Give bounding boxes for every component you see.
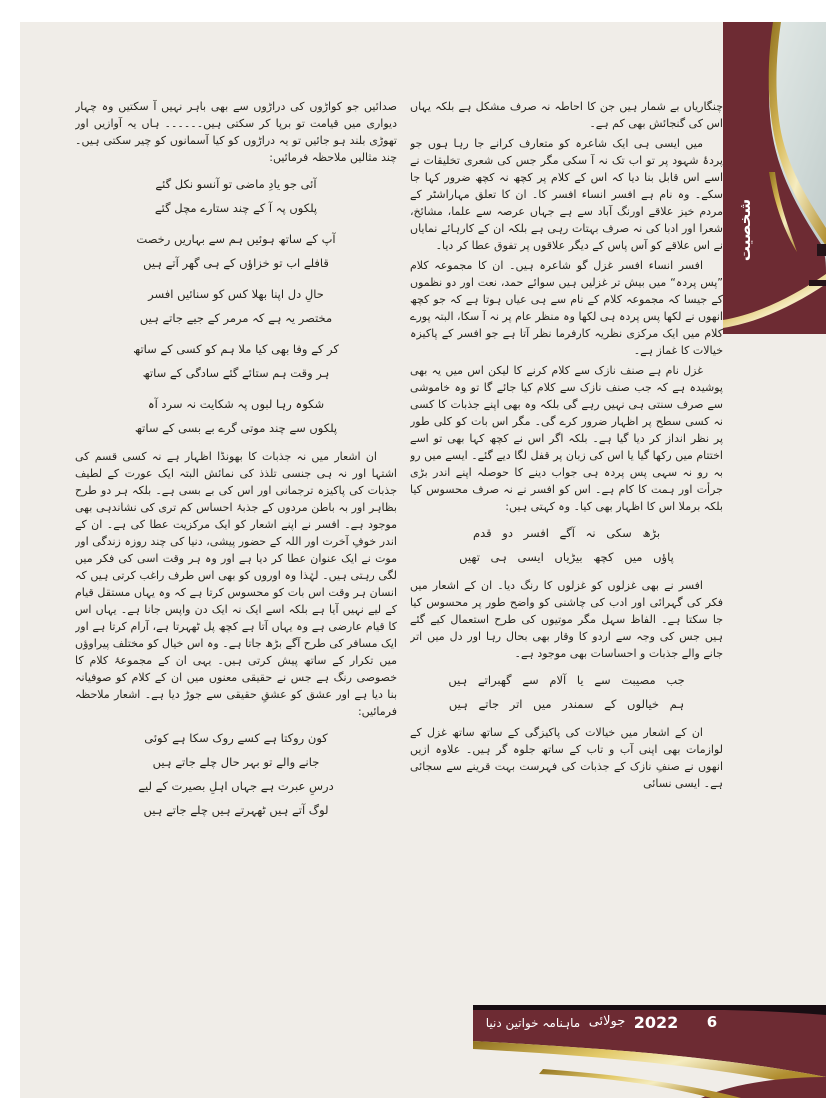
banner-dark-strip-2 xyxy=(809,280,826,286)
verse-line: جانے والے تو بہر حال چلے جاتے ہیں xyxy=(152,755,320,769)
verse-line: پلکوں سے چند موتی گرے بے بسی کے ساتھ xyxy=(134,421,338,435)
verse-line: حالِ دل اپنا بھلا کس کو سنائیں افسر xyxy=(148,287,324,301)
verse-line: درسِ عبرت ہے جہاں اہلِ بصیرت کے لیے xyxy=(138,779,334,793)
verse-block xyxy=(410,521,723,569)
article-paragraph: صدائیں جو کواڑوں کی دراڑوں سے بھی باہر نہیں آ سکتیں وہ چہار دیواری میں قیامت تو برپا کر سکتی ہیں۔۔۔۔۔۔ ہاں یہ آوازیں اور تھوڑی بلند ہو جائیں تو یہ دراڑوں کو کیا آسمانوں کو چیر سکتی ہیں۔ چند مثالیں ملاحظہ فرمائیں: xyxy=(75,100,397,164)
verse-block xyxy=(410,668,723,716)
section-banner-graphic xyxy=(723,22,826,334)
verse-line: پاؤں میں کچھ بیڑیاں ایسی ہی تھیں xyxy=(459,550,674,564)
verse-line: آپ کے ساتھ ہوئیں ہم سے بہاریں رخصت xyxy=(136,232,336,246)
article-paragraph: افسر انساء افسر غزل گو شاعرہ ہیں۔ ان کا مجموعہ کلام ”پس پردہ“ میں بیش تر غزلیں ہیں سوائے حمد، نعت اور دو نظموں کے جیسا کہ مجموعہ کلام کے نام سے ہی عیاں ہوتا ہے کہ جو کچھ انھوں نے لکھا پس پردہ ہی لکھا وہ منظر عام پر نہ آ سکا، البتہ پورے کلام میں ایک مرکزی نظریہ کارفرما نظر آتا ہے جو افسر کے پاکیزہ خیالات کا غماز ہے۔ xyxy=(410,259,723,357)
verse-line: لوگ آتے ہیں ٹھہرتے ہیں چلے جاتے ہیں xyxy=(143,803,329,817)
footer-magazine-name: ماہنامہ خواتین دنیا xyxy=(485,1016,581,1030)
verse-line: آئی جو یادِ ماضی تو آنسو نکل گئے xyxy=(155,177,317,191)
article-paragraph: میں ایسی ہی ایک شاعرہ کو متعارف کرانے جا رہا ہوں جو پردۂ شہود پر تو اب تک نہ آ سکی مگر جس کی شعری تخلیقات نے اسے اس قابل بنا دیا کہ اس کے کلام پر کچھ نہ کچھ ضرور کہا جا سکے۔ وہ نام ہے افسر انساء افسر کا۔ ان کا تعلق مہاراشٹر کے مردم خیز علاقے اورنگ آباد سے ہے جہاں عرصہ سے علما، مشائخ، شعرا اور ادبا کی نہ صرف بہتات رہی ہے بلکہ ان کے کارہائے نمایاں نے اس علاقے کو آس پاس کے دیگر علاقوں پر تفوق عطا کر دیا۔ xyxy=(410,137,723,252)
footer-bar xyxy=(473,1005,826,1098)
footer-page-number: 6 xyxy=(706,1013,718,1031)
banner-dark-strip-1 xyxy=(817,244,826,256)
section-banner-label: شخصیت xyxy=(736,198,754,262)
verse-line: ہم خیالوں کے سمندر میں اتر جاتے ہیں xyxy=(448,697,685,711)
verse-line: پلکوں پہ آ کے چند ستارے مچل گئے xyxy=(154,201,318,215)
verse-line: کون روکتا ہے کسے روک سکا ہے کوئی xyxy=(144,731,328,745)
article-paragraph: چنگاریاں بے شمار ہیں جن کا احاطہ نہ صرف مشکل ہے بلکہ یہاں اس کی گنجائش بھی کم ہے۔ xyxy=(410,100,723,130)
article-column-right xyxy=(410,98,723,1010)
article-paragraph: ان کے اشعار میں خیالات کی پاکیزگی کے ساتھ ساتھ غزل کے لوازمات بھی اپنی آب و تاب کے ساتھ جلوہ گر ہیں۔ علاوہ ازیں انھوں نے صنفِ نازک کے جذبات کی فہرست بہت قرینے سے سجائی ہے۔ ایسی نسائی xyxy=(410,726,723,790)
article-paragraph: غزل نام ہے صنف نازک سے کلام کرنے کا لیکن اس میں یہ بھی پوشیدہ ہے کہ جب صنف نازک سے کلام کیا جائے گا تو وہ خاموشی سے صرف سنتی ہی نہیں رہے گی بلکہ وہ بھی اپنے جذبات کا کسی نہ کسی سطح پر اظہار ضرور کرے گی۔ مگر اس بات کو کلی طور پر نظر انداز کر دیا گیا ہے۔ بلکہ اگر اس نے کچھ کہا بھی تو اسے اختتام میں رکھا گیا یا اس کی زبان پر قفل لگا دیے گئے۔ ایسے میں رو بہ رو نہ سہی پس پردہ ہی جواب دینے کا حوصلہ اپنے اندر بڑی جرأت اور ہمت کا کام ہے۔ اس کو افسر نے نہ صرف محسوس کیا بلکہ برملا اس کا اظہار بھی کیا۔ وہ کہتی ہیں: xyxy=(410,364,723,513)
footer-month: جولائی xyxy=(588,1014,626,1029)
verse-line: جب مصیبت سے یا آلام سے گھبراتے ہیں xyxy=(448,673,685,687)
article-paragraph: ان اشعار میں نہ جذبات کا بھونڈا اظہار ہے نہ کسی قسم کی اشتہا اور نہ ہی جنسی تلذذ کی نمائش البتہ ایک عورت کے لطیف جذبات کی پاکیزہ ترجمانی اور اس کی بے بسی ہے۔ بلکہ ہر دو طرح بظاہر اور بہ باطن مردوں کے جذبۂ احساس کم تری کی نشاندہی بھی موجود ہے۔ افسر نے اپنے اشعار کو ایک مرکزیت عطا کی ہے۔ ان کے اندر خوفِ آخرت اور اللہ کے حضور پیشی، دنیا کی چند روزہ زندگی اور موت نے ایک عنوان عطا کر دیا ہے اور وہ ہر وقت اسی کی فکر میں لگی رہتی ہیں۔ لہٰذا وہ اوروں کو بھی اس طرف راغب کرتی ہیں کہ انسان ہر وقت اس بات کو محسوس کرتا ہے کہ وہ یہاں مستقل قیام کے لیے نہیں آیا ہے بلکہ اسے ایک نہ ایک دن واپس جانا ہے۔ یہاں اس کا قیام عارضی ہے وہ یہاں آتا ہے کچھ پل ٹھہرتا ہے، آرام کرتا ہے اور ایک مسافر کی طرح آگے بڑھ جاتا ہے۔ وہ اس خیال کو مختلف پیراوؤں میں تکرار کے ساتھ پیش کرتی ہیں۔ یہی ان کے مجموعۂ کلام کا خصوصی رنگ ہے جس نے حقیقی معنوں میں ان کے کلام کو صوفیانہ بنا دیا ہے اور عشق کو عشقِ حقیقی سے جوڑ دیا ہے۔ اشعار ملاحظہ فرمائیں: xyxy=(75,450,397,718)
verse-line: کر کے وفا بھی کیا ملا ہم کو کسی کے ساتھ xyxy=(133,342,339,356)
article-column-left xyxy=(75,98,397,1010)
verse-line: قافلے اب تو خزاؤں کے ہی گھر آتے ہیں xyxy=(143,256,329,270)
footer-year: 2022 xyxy=(633,1013,679,1032)
section-banner xyxy=(723,22,826,334)
article-paragraph: افسر نے بھی غزلوں کو غزلوں کا رنگ دیا۔ ان کے اشعار میں فکر کی گہرائی اور ادب کی چاشنی کو واضح طور پر محسوس کیا جا سکتا ہے۔ الفاظ سہل مگر موتیوں کی طرح استعمال کیے گئے ہیں جس کی وجہ سے اردو کا وقار بھی بحال رہا اور دل میں اتر جانے والے جذبات و احساسات بھی موجود ہے۔ xyxy=(410,579,723,660)
verse-line: شکوہ رہا لبوں پہ شکایت نہ سرد آہ xyxy=(147,397,325,411)
page-scan-background xyxy=(20,22,826,1098)
verse-line: مختصر یہ ہے کہ مرمر کے جیے جاتے ہیں xyxy=(139,311,333,325)
verse-block xyxy=(75,726,397,822)
verse-line: ہر وقت ہم ستائے گئے سادگی کے ساتھ xyxy=(142,366,330,380)
verse-line: بڑھ سکی نہ آگے افسر دو قدم xyxy=(472,526,661,540)
verse-block xyxy=(75,172,397,440)
